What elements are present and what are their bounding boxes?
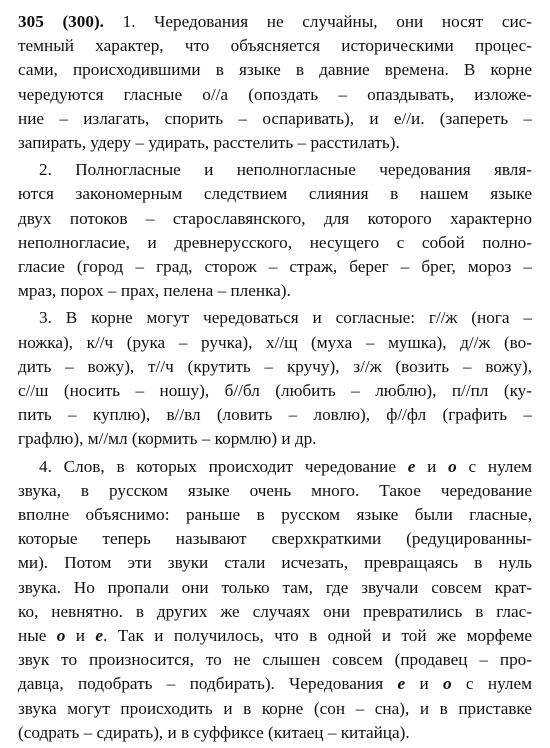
text-line: [18, 551, 532, 575]
text-segment: с//ш (носить – ношу), б//бл (любить – люблю), п//пл (ку-: [18, 381, 532, 401]
text-segment: чередуются гласные о//а (опоздать – опаздывать, изложе-: [18, 84, 532, 104]
text-segment: темный характер, что объясняется историческими процес-: [18, 36, 532, 56]
vowel-letter: о: [443, 674, 452, 694]
paragraph-2: [18, 158, 532, 303]
text-segment: и: [65, 626, 96, 646]
text-line: [18, 107, 532, 131]
vowel-letter: е: [397, 674, 406, 694]
text-segment: давца, подобрать – подбирать). Чередования: [18, 674, 398, 694]
text-segment: ние – излагать, спорить – оспаривать), и е//и. (запереть –: [18, 108, 532, 128]
text-segment: 3. В корне могут чередоваться и согласные: г//ж (нога –: [39, 308, 532, 328]
text-segment: сами, происходившими в языке в давние времена. В корне: [18, 60, 532, 80]
text-line: [18, 10, 532, 34]
text-line: [18, 427, 532, 451]
paragraph-4: [18, 455, 532, 745]
text-segment: (содрать – сдирать), и в суффиксе (китаец – китайца).: [18, 722, 410, 742]
text-line: [18, 697, 532, 721]
text-line: [18, 600, 532, 624]
text-segment: звук то произносится, то не слышен совсем (продавец – про-: [18, 650, 532, 670]
text-segment: с нулем: [456, 456, 532, 476]
text-line: [18, 131, 532, 155]
exercise-number: 305 (300).: [18, 12, 104, 31]
text-line: [18, 379, 532, 403]
text-segment: с нулем: [451, 674, 532, 694]
vowel-letter: о: [448, 456, 457, 476]
text-segment: запирать, удеру – удирать, расстелить – расстилать).: [18, 133, 400, 153]
text-segment: 1. Чередования не случайны, они носят сис-: [103, 12, 532, 31]
text-line: [18, 624, 532, 648]
text-segment: ми). Потом эти звуки стали исчезать, превращаясь в нуль: [18, 553, 532, 573]
text-line: [18, 34, 532, 58]
text-line: [18, 721, 532, 745]
text-line: [18, 576, 532, 600]
text-line: [18, 355, 532, 379]
text-segment: пить – куплю), в//вл (ловить – ловлю), ф//фл (графить –: [18, 405, 532, 425]
text-line: [18, 331, 532, 355]
text-line: [18, 158, 532, 182]
text-line: [18, 306, 532, 330]
text-segment: которые теперь называют сверхкраткими (редуцированны-: [18, 529, 532, 549]
text-segment: звука могут происходить и в корне (сон – сна), и в приставке: [18, 698, 532, 718]
text-segment: . Так и получилось, что в одной и той же морфеме: [103, 626, 532, 646]
paragraph-3: [18, 306, 532, 451]
text-line: [18, 255, 532, 279]
text-segment: ножка), к//ч (рука – ручка), х//щ (муха – мушка), д//ж (во-: [18, 332, 532, 352]
text-segment: вполне объяснимо: раньше в русском языке были гласные,: [18, 505, 532, 525]
text-segment: 2. Полногласные и неполногласные чередования явля-: [39, 160, 532, 180]
vowel-letter: о: [56, 626, 66, 646]
text-segment: гласие (город – град, сторож – страж, берег – брег, мороз –: [18, 257, 532, 277]
textbook-page: [18, 10, 532, 748]
text-segment: и: [405, 674, 443, 694]
text-segment: графлю), м//мл (кормить – кормлю) и др.: [18, 429, 317, 449]
text-segment: ные: [18, 626, 57, 646]
text-line: [18, 455, 532, 479]
text-line: [18, 182, 532, 206]
text-segment: неполногласие, и древнерусского, несущего с собой полно-: [18, 232, 532, 252]
text-segment: двух потоков – старославянского, для которого характерно: [18, 208, 532, 228]
text-line: [18, 648, 532, 672]
text-line: [18, 231, 532, 255]
text-line: [18, 479, 532, 503]
text-line: [18, 279, 532, 303]
text-line: [18, 403, 532, 427]
text-segment: дить – вожу), т//ч (крутить – кручу), з//ж (возить – вожу),: [18, 356, 532, 376]
vowel-letter: е: [407, 456, 416, 476]
text-segment: ются закономерным следствием слияния в нашем языке: [18, 184, 532, 204]
text-line: [18, 672, 532, 696]
vowel-letter: е: [95, 626, 104, 646]
text-segment: 4. Слов, в которых происходит чередование: [39, 456, 408, 476]
paragraph-1: [18, 10, 532, 155]
text-line: [18, 503, 532, 527]
text-segment: ко, невнятно. в других же случаях они превратились в глас-: [18, 601, 532, 621]
text-segment: мраз, порох – прах, пелена – пленка).: [18, 281, 291, 301]
text-line: [18, 207, 532, 231]
text-segment: звука, в русском языке очень много. Такое чередование: [18, 480, 532, 500]
text-line: [18, 83, 532, 107]
text-segment: и: [415, 456, 449, 476]
text-line: [18, 58, 532, 82]
text-line: [18, 527, 532, 551]
text-segment: звука. Но пропали они только там, где звучали совсем крат-: [18, 577, 532, 597]
